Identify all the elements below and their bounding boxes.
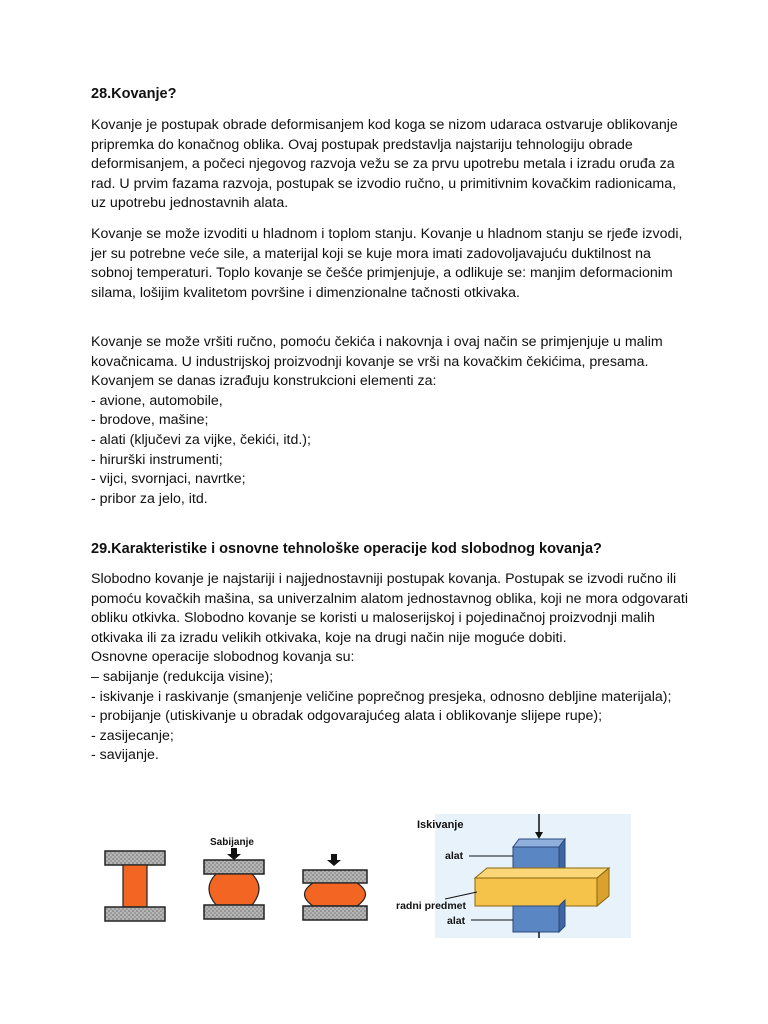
iskivanje-figure — [395, 814, 631, 938]
list-item: - hirurški instrumenti; — [91, 451, 223, 468]
list-item: - vijci, svornjaci, navrtke; — [91, 471, 246, 488]
stage-initial — [105, 851, 165, 921]
alat-label-top: alat — [445, 850, 464, 862]
sabijanje-figure — [100, 830, 380, 930]
list-28 — [91, 392, 691, 510]
list-item: - savijanje. — [91, 747, 159, 764]
section-28 — [91, 84, 691, 104]
stage-compressing — [204, 837, 264, 919]
list-item: - brodove, mašine; — [91, 412, 209, 429]
para-28-2: Kovanje se može izvoditi u hladnom i toplom stanju. Kovanje u hladnom stanju se rjeđe izvodi, jer su potrebne veće sile, a materijal koji se kuje mora imati zadovoljavajuću duktilnost na sobnoj temperaturi. Toplo kovanje se češće primjenjuje, a odlikuje se: manjim deformacionim silama, lošijim kvalitetom površine i dimenzionalne tačnosti otkivaka. — [91, 226, 683, 301]
iskivanje-label: Iskivanje — [417, 819, 464, 831]
alat-label-bottom: alat — [447, 915, 466, 927]
heading-28: 28.Kovanje? — [91, 86, 177, 102]
stage-compressed — [303, 854, 367, 920]
list-item: - pribor za jelo, itd. — [91, 490, 208, 507]
list-item: - zasijecanje; — [91, 727, 174, 744]
list-item: - probijanje (utiskivanje u obradak odgovarajućeg alata i oblikovanje slijepe rupe); — [91, 708, 603, 725]
list-intro-28: Kovanjem se danas izrađuju konstrukcioni elementi za: — [91, 373, 437, 390]
para-28-3: Kovanje se može vršiti ručno, pomoću čekića i nakovnja i ovaj način se primjenjuje u malim kovačnicama. U industrijskoj proizvodnji kovanje se vrši na kovačkim čekićima, presama. — [91, 334, 663, 370]
para-29-block — [91, 570, 691, 766]
list-29 — [91, 668, 691, 766]
para-28-3-block — [91, 333, 691, 509]
radni-predmet-label: radni predmet — [396, 900, 467, 912]
para-28-1: Kovanje je postupak obrade deformisanjem kod koga se nizom udaraca ostvaruje oblikovanje pripremka do konačnog oblika. Ovaj postupak predstavlja najstariju tehnologiju obrade deformisanjem, a počeci njegovog razvoja vežu se za prvu upotrebu metala i izradu oruđa za rad. U prvim fazama razvoja, postupak se izvodio ručno, u primitivnim kovačkim radionicama, uz upotrebu jednostavnih alata. — [91, 117, 678, 212]
para-28-2-block — [91, 225, 691, 303]
sabijanje-label: Sabijanje — [210, 837, 254, 848]
para-29-1: Slobodno kovanje je najstariji i najjednostavniji postupak kovanja. Postupak se izvodi ručno ili pomoću kovačkih mašina, sa univerzalnim alatom jednostavnog oblika, koji ne mora odgovarati obliku otkivka. Slobodno kovanje se koristi u maloserijskoj i pojedinačnoj proizvodnji malih otkivaka ili za izradu velikih otkivaka, koje na drugi način nije moguće dobiti. — [91, 571, 688, 646]
list-item: - iskivanje i raskivanje (smanjenje veličine poprečnog presjeka, odnosno debljine materijala); — [91, 688, 672, 705]
heading-29: 29.Karakteristike i osnovne tehnološke operacije kod slobodnog kovanja? — [91, 541, 602, 557]
list-item: - alati (ključevi za vijke, čekići, itd.); — [91, 431, 311, 448]
workpiece-bar — [475, 868, 609, 906]
para-28-1-block — [91, 116, 691, 214]
list-intro-29: Osnovne operacije slobodnog kovanja su: — [91, 649, 355, 666]
section-29 — [91, 539, 691, 559]
list-item: - avione, automobile, — [91, 392, 223, 409]
list-item: – sabijanje (redukcija visine); — [91, 668, 274, 685]
